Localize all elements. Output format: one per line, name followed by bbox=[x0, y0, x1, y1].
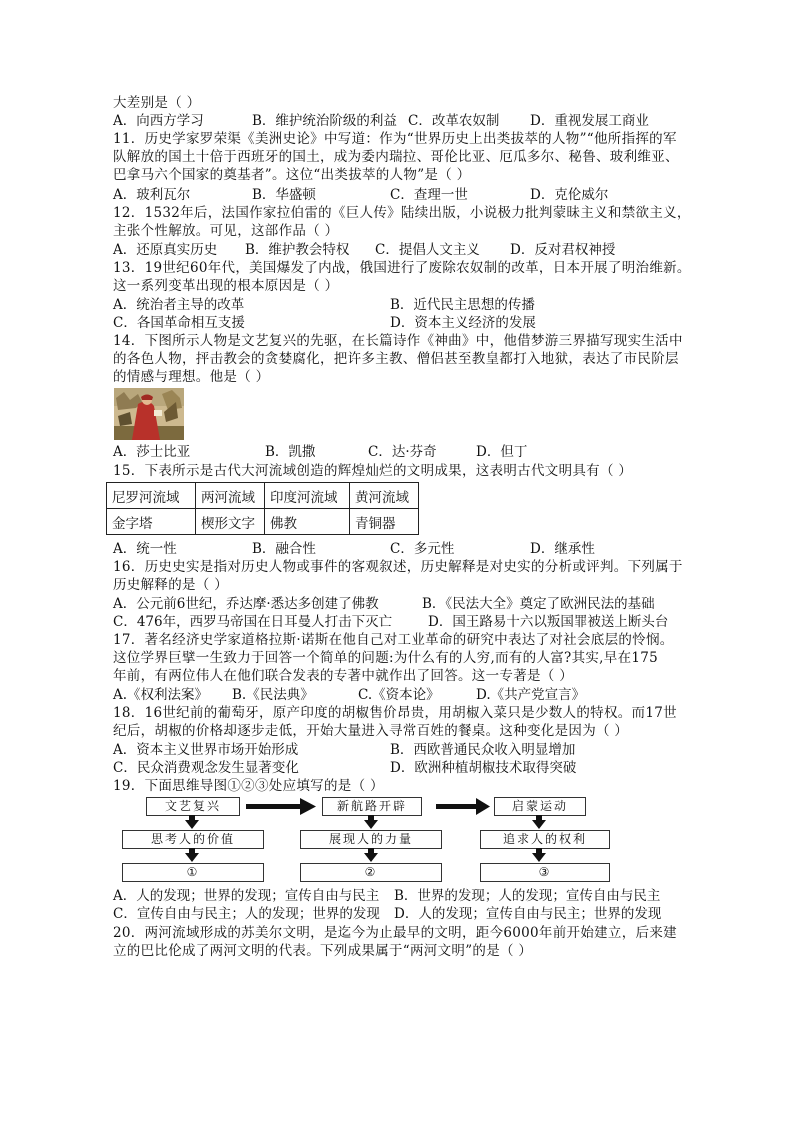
q19-option-b[interactable]: B．世界的发现；人的发现；宣传自由与民主 bbox=[394, 888, 661, 904]
q16-stem-1: 16．历史史实是指对历史人物或事件的客观叙述，历史解释是对史实的分析或评判。下列属于 bbox=[113, 559, 683, 575]
table-cell: 尼罗河流域 bbox=[107, 483, 196, 509]
q18-option-a[interactable]: A．资本主义世界市场开始形成 bbox=[113, 742, 299, 758]
q12-option-d[interactable]: D．反对君权神授 bbox=[510, 242, 616, 258]
q14-option-c[interactable]: C．达·芬奇 bbox=[368, 444, 437, 460]
table-row bbox=[107, 483, 419, 509]
q17-option-d[interactable]: D.《共产党宣言》 bbox=[476, 687, 586, 703]
mindmap-blank-2: ② bbox=[300, 863, 442, 882]
mindmap-node-new-route: 新航路开辟 bbox=[322, 797, 422, 816]
right-arrow-icon bbox=[244, 797, 318, 817]
q20-stem-1: 20．两河流域形成的苏美尔文明，是迄今为止最早的文明，距今6000年前开始建立，后来建 bbox=[113, 925, 677, 941]
q16-option-a[interactable]: A．公元前6世纪，乔达摩·悉达多创建了佛教 bbox=[113, 596, 379, 612]
q16-option-d[interactable]: D．国王路易十六以叛国罪被送上断头台 bbox=[428, 614, 669, 630]
down-arrow-icon bbox=[532, 853, 546, 862]
q18-stem-1: 18．16世纪前的葡萄牙，原产印度的胡椒售价昂贵，用胡椒入菜只是少数人的特权。而17世 bbox=[113, 705, 677, 721]
q16-stem-2: 历史解释的是（ ） bbox=[113, 577, 228, 593]
q11-option-d[interactable]: D．克伦威尔 bbox=[530, 187, 609, 203]
q10-option-c[interactable]: C．改革农奴制 bbox=[408, 113, 500, 129]
q11-stem-3: 巴拿马六个国家的奠基者”。这位“出类拔萃的人物”是（ ） bbox=[113, 167, 471, 183]
table-cell: 青铜器 bbox=[350, 509, 419, 535]
q12-option-b[interactable]: B．维护教会特权 bbox=[245, 242, 350, 258]
q19-option-d[interactable]: D．人的发现；宣传自由与民主；世界的发现 bbox=[394, 906, 662, 922]
mindmap-blank-3: ③ bbox=[480, 863, 610, 882]
mindmap-node-renaissance: 文艺复兴 bbox=[146, 797, 240, 816]
q12-option-a[interactable]: A．还原真实历史 bbox=[113, 242, 218, 258]
table-cell: 楔形文字 bbox=[196, 509, 265, 535]
q12-stem-2: 主张个性解放。可见，这部作品（ ） bbox=[113, 223, 339, 239]
mindmap-node-human-value: 思考人的价值 bbox=[122, 830, 264, 849]
down-arrow-icon bbox=[532, 820, 546, 829]
q10-tail: 大差别是（ ） bbox=[113, 95, 201, 111]
mindmap-node-enlightenment: 启蒙运动 bbox=[494, 797, 586, 816]
q18-option-b[interactable]: B．西欧普通民众收入明显增加 bbox=[390, 742, 576, 758]
q12-option-c[interactable]: C．提倡人文主义 bbox=[375, 242, 480, 258]
q10-option-a[interactable]: A．向西方学习 bbox=[113, 113, 204, 129]
q13-option-a[interactable]: A．统治者主导的改革 bbox=[113, 297, 245, 313]
mindmap-node-human-rights: 追求人的权利 bbox=[480, 830, 610, 849]
q12-stem-1: 12．1532年后，法国作家拉伯雷的《巨人传》陆续出版，小说极力批判蒙昧主义和禁欲主义， bbox=[113, 205, 691, 221]
q17-option-b[interactable]: B.《民法典》 bbox=[232, 687, 314, 703]
q11-option-b[interactable]: B．华盛顿 bbox=[252, 187, 316, 203]
mindmap-node-human-power: 展现人的力量 bbox=[300, 830, 442, 849]
q13-stem-2: 这一系列变革出现的根本原因是（ ） bbox=[113, 278, 339, 294]
q17-stem-1: 17．著名经济史学家道格拉斯·诺斯在他自己对工业革命的研究中表达了对社会底层的怜悯。 bbox=[113, 632, 674, 648]
q16-option-c[interactable]: C．476年，西罗马帝国在日耳曼人打击下灭亡 bbox=[113, 614, 393, 630]
q16-option-b[interactable]: B．《民法大全》奠定了欧洲民法的基础 bbox=[422, 596, 655, 612]
q18-option-d[interactable]: D．欧洲种植胡椒技术取得突破 bbox=[390, 760, 577, 776]
q17-stem-3: 年前，有两位伟人在他们联合发表的专著中就作出了回答。这一专著是（ ） bbox=[113, 668, 573, 684]
q11-option-c[interactable]: C．查理一世 bbox=[390, 187, 468, 203]
q13-option-b[interactable]: B．近代民主思想的传播 bbox=[390, 297, 535, 313]
q17-option-a[interactable]: A.《权利法案》 bbox=[113, 687, 209, 703]
q18-option-c[interactable]: C．民众消费观念发生显著变化 bbox=[113, 760, 299, 776]
table-cell: 黄河流域 bbox=[350, 483, 419, 509]
q19-option-a[interactable]: A．人的发现；世界的发现；宣传自由与民主 bbox=[113, 888, 380, 904]
q11-option-a[interactable]: A．玻利瓦尔 bbox=[113, 187, 191, 203]
q17-option-c[interactable]: C.《资本论》 bbox=[358, 687, 440, 703]
q15-option-b[interactable]: B．融合性 bbox=[252, 541, 316, 557]
q13-stem-1: 13．19世纪60年代，美国爆发了内战，俄国进行了废除农奴制的改革，日本开展了明治维新。 bbox=[113, 260, 691, 276]
q13-option-d[interactable]: D．资本主义经济的发展 bbox=[390, 315, 536, 331]
table-cell: 佛教 bbox=[265, 509, 350, 535]
q11-stem-1: 11．历史学家罗荣渠《美洲史论》中写道：作为“世界历史上出类拔萃的人物”“他所指挥的军 bbox=[113, 131, 677, 147]
right-arrow-icon bbox=[434, 797, 492, 817]
q14-option-b[interactable]: B．凯撒 bbox=[265, 444, 316, 460]
down-arrow-icon bbox=[364, 820, 378, 829]
q18-stem-2: 纪后，胡椒的价格却逐步走低，开始大量进入寻常百姓的餐桌。这种变化是因为（ ） bbox=[113, 723, 629, 739]
table-row bbox=[107, 509, 419, 535]
dante-portrait-image bbox=[114, 388, 184, 440]
q14-option-d[interactable]: D．但丁 bbox=[476, 444, 528, 460]
q19-stem: 19．下面思维导图①②③处应填写的是（ ） bbox=[113, 778, 384, 794]
q11-stem-2: 队解放的国土十倍于西班牙的国土，成为委内瑞拉、哥伦比亚、厄瓜多尔、秘鲁、玻利维亚、 bbox=[113, 149, 679, 165]
q14-stem-1: 14．下图所示人物是文艺复兴的先驱，在长篇诗作《神曲》中，他借梦游三界描写现实生活中 bbox=[113, 333, 683, 349]
down-arrow-icon bbox=[185, 820, 199, 829]
q15-option-c[interactable]: C．多元性 bbox=[390, 541, 455, 557]
q20-stem-2: 立的巴比伦成了两河文明的代表。下列成果属于“两河文明”的是（ ） bbox=[113, 943, 533, 959]
civilization-table bbox=[106, 482, 419, 535]
table-cell: 金字塔 bbox=[107, 509, 196, 535]
down-arrow-icon bbox=[185, 853, 199, 862]
q10-option-d[interactable]: D．重视发展工商业 bbox=[530, 113, 649, 129]
q14-stem-3: 的情感与理想。他是（ ） bbox=[113, 369, 270, 385]
table-cell: 两河流域 bbox=[196, 483, 265, 509]
down-arrow-icon bbox=[364, 853, 378, 862]
q17-stem-2: 这位学界巨擘一生致力于回答一个简单的问题:为什么有的人穷,而有的人富?其实,早在175 bbox=[113, 650, 659, 666]
q14-option-a[interactable]: A．莎士比亚 bbox=[113, 444, 191, 460]
q15-option-d[interactable]: D．继承性 bbox=[530, 541, 595, 557]
q15-option-a[interactable]: A．统一性 bbox=[113, 541, 177, 557]
q13-option-c[interactable]: C．各国革命相互支援 bbox=[113, 315, 245, 331]
q14-stem-2: 的各色人物，抨击教会的贪婪腐化，把许多主教、僧侣甚至教皇都打入地狱，表达了市民阶层 bbox=[113, 351, 679, 367]
table-cell: 印度河流域 bbox=[265, 483, 350, 509]
q15-stem: 15．下表所示是古代大河流域创造的辉煌灿烂的文明成果，这表明古代文明具有（ ） bbox=[113, 463, 633, 479]
q19-option-c[interactable]: C．宣传自由与民主；人的发现；世界的发现 bbox=[113, 906, 380, 922]
mindmap-blank-1: ① bbox=[122, 863, 264, 882]
q10-option-b[interactable]: B．维护统治阶级的利益 bbox=[252, 113, 397, 129]
